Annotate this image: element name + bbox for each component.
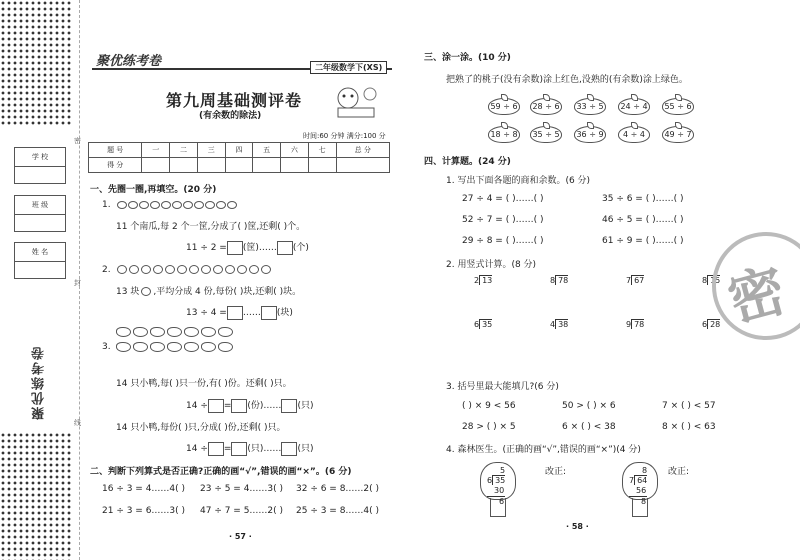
class-label: 班 级 bbox=[15, 196, 65, 215]
peach[interactable]: 4 ÷ 4 bbox=[618, 126, 650, 143]
score-cell[interactable] bbox=[336, 158, 389, 173]
page-number-right: · 58 · bbox=[566, 522, 589, 531]
answer-box[interactable] bbox=[277, 241, 293, 255]
page-subtitle: (有余数的除法) bbox=[199, 111, 262, 121]
judge-item[interactable]: 21 ÷ 3 = 6……3( ) bbox=[102, 506, 186, 516]
judge-item[interactable]: 25 ÷ 3 = 8……4( ) bbox=[296, 506, 380, 516]
peach[interactable]: 49 ÷ 7 bbox=[662, 126, 694, 143]
peach[interactable]: 55 ÷ 6 bbox=[662, 98, 694, 115]
q2-line bbox=[102, 265, 273, 275]
score-col: 题 号 bbox=[89, 143, 142, 158]
score-cell[interactable] bbox=[225, 158, 253, 173]
cut-char-1: 密 bbox=[74, 137, 81, 145]
page-title: 第九周基础测评卷 bbox=[166, 91, 303, 110]
secret-stamp: 密 bbox=[712, 232, 800, 340]
fix-label-a: 改正: bbox=[545, 467, 567, 477]
name-field[interactable] bbox=[14, 242, 66, 279]
score-table bbox=[88, 142, 390, 173]
judge-item[interactable]: 16 ÷ 3 = 4……4( ) bbox=[102, 484, 186, 494]
section3-title: 三、涂一涂。(10 分) bbox=[424, 53, 511, 63]
section4-title: 四、计算题。(24 分) bbox=[424, 157, 511, 167]
name-label: 姓 名 bbox=[15, 243, 65, 262]
score-col: 三 bbox=[197, 143, 225, 158]
score-cell[interactable] bbox=[281, 158, 309, 173]
score-col: 二 bbox=[170, 143, 198, 158]
answer-box[interactable] bbox=[261, 306, 277, 320]
score-cell[interactable] bbox=[308, 158, 336, 173]
long-division[interactable]: 6 28 bbox=[702, 320, 721, 329]
peach[interactable]: 36 ÷ 9 bbox=[574, 126, 606, 143]
class-field[interactable] bbox=[14, 195, 66, 232]
q4-2-title: 2. 用竖式计算。(8 分) bbox=[446, 260, 537, 270]
answer-box[interactable] bbox=[227, 306, 243, 320]
score-col: 四 bbox=[225, 143, 253, 158]
score-col: 六 bbox=[281, 143, 309, 158]
mooncake-row bbox=[117, 265, 273, 275]
quotient-item[interactable]: 29 ÷ 8 = ( )……( ) bbox=[462, 236, 544, 246]
long-division[interactable]: 4 38 bbox=[550, 320, 569, 329]
long-division[interactable]: 8 15 bbox=[702, 276, 721, 285]
q3-equation2: 14 ÷ = (只)…… (只) bbox=[186, 441, 313, 456]
inequality-item[interactable]: 7 × ( ) < 57 bbox=[662, 401, 716, 411]
fix-label-b: 改正: bbox=[668, 467, 690, 477]
inequality-item[interactable]: 28 > ( ) × 5 bbox=[462, 422, 516, 432]
cut-char-2: 封 bbox=[74, 279, 81, 287]
judge-item[interactable]: 23 ÷ 5 = 4……3( ) bbox=[200, 484, 284, 494]
inequality-item[interactable]: ( ) × 9 < 56 bbox=[462, 401, 516, 411]
pumpkin-row bbox=[117, 200, 238, 210]
q3-text: 14 只小鸭,每( )只一份,有( )份。还剩( )只。 bbox=[116, 379, 292, 389]
grade-tag: 二年级数学下(XS) bbox=[310, 61, 387, 74]
score-cell[interactable] bbox=[253, 158, 281, 173]
q2-text: 13 块 ,平均分成 4 份,每份( )块,还剩( )块。 bbox=[116, 287, 302, 297]
answer-box[interactable] bbox=[208, 399, 224, 413]
quotient-item[interactable]: 27 ÷ 4 = ( )……( ) bbox=[462, 194, 544, 204]
time-info: 时间:60 分钟 满分:100 分 bbox=[303, 132, 386, 140]
q4-4-title: 4. 森林医生。(正确的画“√”,错误的画“×”)(4 分) bbox=[446, 445, 641, 455]
long-division[interactable]: 2 13 bbox=[474, 276, 493, 285]
answer-box[interactable] bbox=[231, 442, 247, 456]
inequality-item[interactable]: 8 × ( ) < 63 bbox=[662, 422, 716, 432]
long-division[interactable]: 9 78 bbox=[626, 320, 645, 329]
quotient-item[interactable]: 46 ÷ 5 = ( )……( ) bbox=[602, 215, 684, 225]
score-col: 一 bbox=[142, 143, 170, 158]
section2-title: 二、判断下列算式是否正确?正确的画“√”,错误的画“×”。(6 分) bbox=[90, 467, 352, 477]
q4-3-title: 3. 括号里最大能填几?(6 分) bbox=[446, 382, 559, 392]
q1-number: 1. bbox=[102, 200, 111, 210]
score-cell[interactable] bbox=[170, 158, 198, 173]
q2-equation: 13 ÷ 4 = …… (块) bbox=[186, 305, 293, 320]
peach[interactable]: 24 ÷ 4 bbox=[618, 98, 650, 115]
quotient-item[interactable]: 52 ÷ 7 = ( )……( ) bbox=[462, 215, 544, 225]
score-cell[interactable] bbox=[197, 158, 225, 173]
tree-division-a: 5 6 35 30 6 bbox=[487, 466, 506, 506]
score-header-row bbox=[89, 143, 390, 158]
long-division[interactable]: 7 67 bbox=[626, 276, 645, 285]
q4-1-title: 1. 写出下面各题的商和余数。(6 分) bbox=[446, 176, 591, 186]
quotient-item[interactable]: 35 ÷ 6 = ( )……( ) bbox=[602, 194, 684, 204]
tree-division-b: 8 7 64 56 8 bbox=[629, 466, 648, 506]
section1-title: 一、先圈一圈,再填空。(20 分) bbox=[90, 185, 217, 195]
peach[interactable]: 18 ÷ 8 bbox=[488, 126, 520, 143]
duck-rows bbox=[116, 327, 235, 352]
answer-box[interactable] bbox=[231, 399, 247, 413]
q3-text2: 14 只小鸭,每份( )只,分成( )份,还剩( )只。 bbox=[116, 423, 286, 433]
score-col: 五 bbox=[253, 143, 281, 158]
q1-line bbox=[102, 200, 238, 210]
judge-item[interactable]: 47 ÷ 7 = 5……2( ) bbox=[200, 506, 284, 516]
mascot-image bbox=[330, 84, 380, 118]
inequality-item[interactable]: 6 × ( ) < 38 bbox=[562, 422, 616, 432]
answer-box[interactable] bbox=[227, 241, 243, 255]
quotient-item[interactable]: 61 ÷ 9 = ( )……( ) bbox=[602, 236, 684, 246]
school-label: 学 校 bbox=[15, 148, 65, 167]
side-brand-logo: 聚优练考卷 bbox=[32, 345, 47, 420]
judge-item[interactable]: 32 ÷ 6 = 8……2( ) bbox=[296, 484, 380, 494]
dot-pattern-bottom bbox=[0, 432, 72, 560]
school-field[interactable] bbox=[14, 147, 66, 184]
peach[interactable]: 59 ÷ 6 bbox=[488, 98, 520, 115]
q3-number: 3. bbox=[102, 342, 111, 352]
peach[interactable]: 35 ÷ 5 bbox=[530, 126, 562, 143]
score-cell[interactable] bbox=[142, 158, 170, 173]
section3-desc: 把熟了的桃子(没有余数)涂上红色,没熟的(有余数)涂上绿色。 bbox=[446, 75, 688, 85]
answer-box[interactable] bbox=[281, 399, 297, 413]
answer-box[interactable] bbox=[208, 442, 224, 456]
long-division[interactable]: 6 35 bbox=[474, 320, 493, 329]
q2-number: 2. bbox=[102, 265, 111, 275]
inequality-item[interactable]: 50 > ( ) × 6 bbox=[562, 401, 616, 411]
answer-box[interactable] bbox=[281, 442, 297, 456]
score-col: 总 分 bbox=[336, 143, 389, 158]
peach[interactable]: 33 ÷ 5 bbox=[574, 98, 606, 115]
cut-char-3: 线 bbox=[74, 419, 81, 427]
peach[interactable]: 28 ÷ 6 bbox=[530, 98, 562, 115]
page-number-left: · 57 · bbox=[229, 532, 252, 541]
q1-text: 11 个南瓜,每 2 个一筐,分成了( )筐,还剩( )个。 bbox=[116, 222, 306, 232]
score-row-label: 得 分 bbox=[89, 158, 142, 173]
q1-equation: 11 ÷ 2 = (筐)…… (个) bbox=[186, 240, 309, 255]
dot-pattern-top bbox=[0, 0, 72, 125]
long-division[interactable]: 8 78 bbox=[550, 276, 569, 285]
score-col: 七 bbox=[308, 143, 336, 158]
score-value-row bbox=[89, 158, 390, 173]
q3-equation: 14 ÷ = (份)…… (只) bbox=[186, 398, 313, 413]
brand-logo: 聚优练考卷 bbox=[96, 54, 162, 69]
